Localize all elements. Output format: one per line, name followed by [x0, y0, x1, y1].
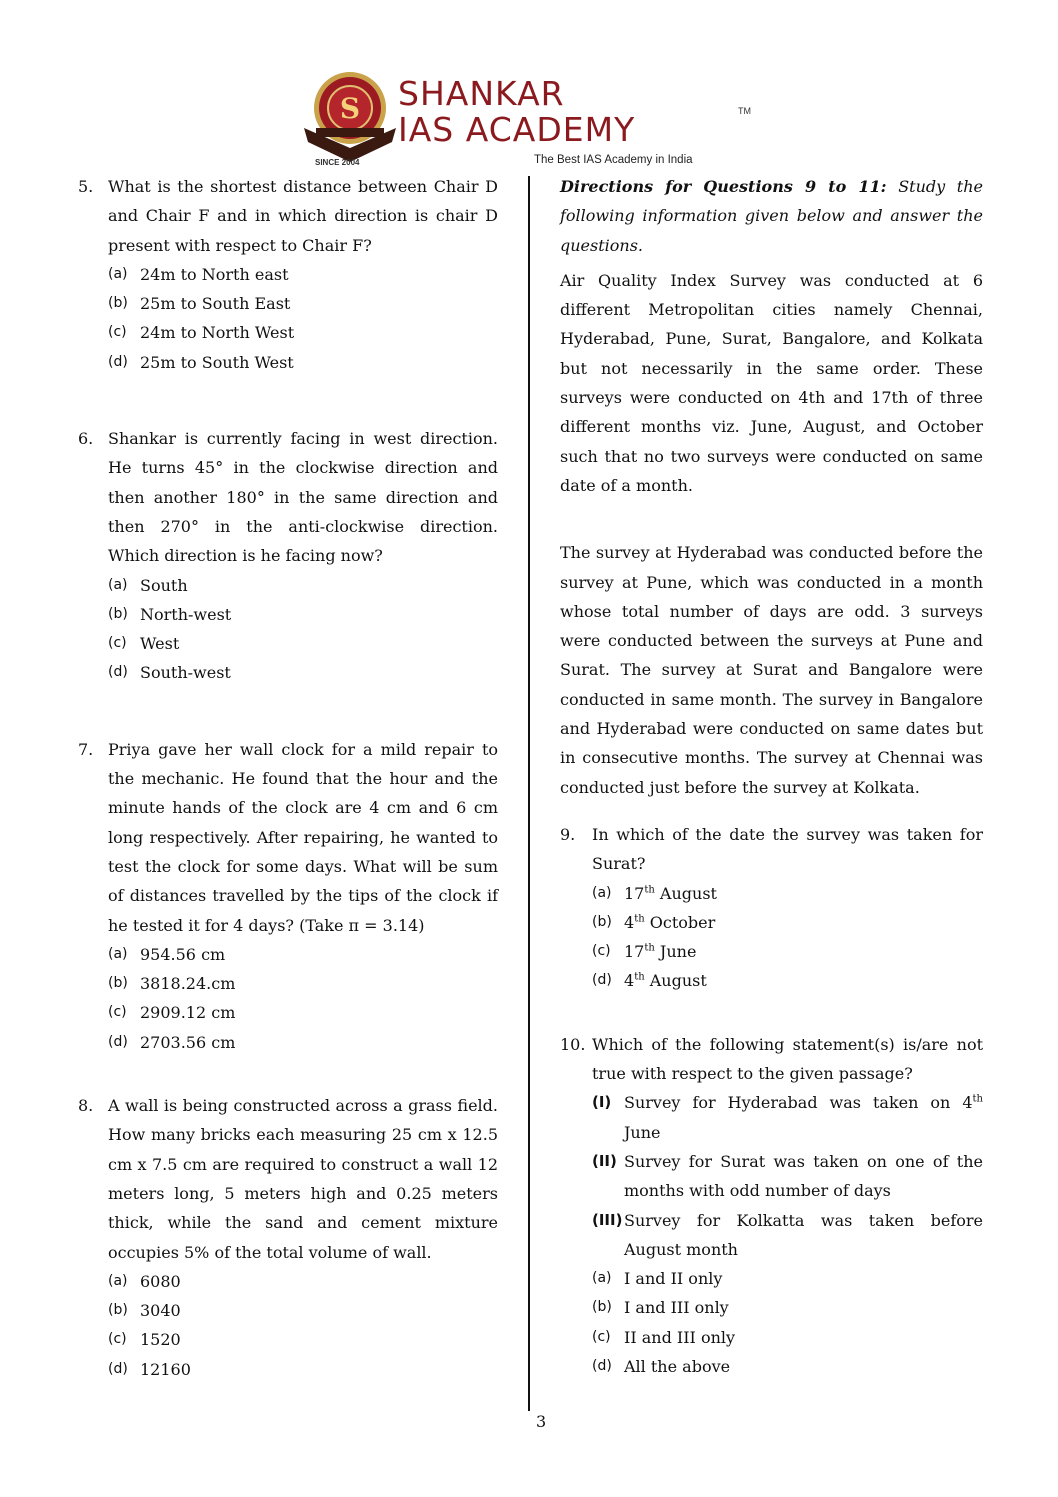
- column-divider: [528, 176, 530, 1411]
- option-c: (c) West: [108, 634, 180, 654]
- option-a: (a) South: [108, 575, 188, 595]
- option-a: (a) 24m to North east: [108, 264, 289, 284]
- option-b: (b) 4th October: [592, 912, 716, 932]
- question-6: [78, 424, 498, 570]
- option-a: (a) I and II only: [592, 1269, 723, 1289]
- option-c: (c) II and III only: [592, 1327, 736, 1347]
- option-a: (a) 954.56 cm: [108, 944, 226, 964]
- option-d: (d) 2703.56 cm: [108, 1032, 236, 1052]
- question-number: 5.: [78, 177, 94, 196]
- question-text: In which of the date the survey was taken for Surat?: [592, 824, 983, 874]
- question-5: [78, 172, 498, 260]
- question-number: 8.: [78, 1096, 94, 1116]
- trademark-mark: TM: [738, 106, 751, 116]
- question-7: [78, 735, 498, 940]
- option-b: (b) 25m to South East: [108, 294, 291, 314]
- option-c: (c) 1520: [108, 1330, 181, 1350]
- directions-text: Directions for Questions 9 to 11: Study the following information given below and answer the questions.: [560, 177, 984, 255]
- left-column: [78, 172, 498, 1384]
- question-number: 10.: [560, 1034, 586, 1054]
- page-header: [300, 66, 770, 170]
- option-b: (b) I and III only: [592, 1298, 729, 1318]
- option-d: (d) South-west: [108, 663, 231, 683]
- brand-name-line2: IAS ACADEMY: [398, 110, 636, 149]
- option-c: (c) 24m to North West: [108, 323, 295, 343]
- passage-paragraph-2: The survey at Hyderabad was conducted before the survey at Pune, which was conducted in a month whose total number of days are odd. 3 surveys were conducted between the surveys at Pune and Surat. The survey at Surat and Bangalore were conducted in same month. The survey in Bangalore and Hyderabad were conducted on same dates but in consecutive months. The survey at Chennai was conducted just before the survey at Kolkata.: [560, 543, 983, 797]
- statement-ii: (II) Survey for Surat was taken on one of the months with odd number of days: [592, 1151, 983, 1201]
- option-d: (d) All the above: [592, 1356, 731, 1376]
- statement-iii: (III) Survey for Kolkatta was taken before August month: [592, 1210, 983, 1259]
- passage-paragraph-1: Air Quality Index Survey was conducted at 6 different Metropolitan cities namely Chennai, Hyderabad, Pune, Surat, Bangalore, and Kolkata but not necessarily in the same order. These surveys were conducted on 4th and 17th of three different months viz. June, August, and October such that no two surveys were conducted on same date of a month.: [560, 270, 983, 495]
- question-number: 6.: [78, 429, 94, 449]
- question-9: [560, 820, 983, 879]
- question-number: 7.: [78, 739, 94, 759]
- option-d: (d) 25m to South West: [108, 352, 294, 372]
- question-text: A wall is being constructed across a grass field. How many bricks each measuring 25 cm x 12.5 cm x 7.5 cm are required to construct a wall 12 meters long, 5 meters high and 0.25 meters thick, while the sand and cement mixture occupies 5% of the total volume of wall.: [108, 1096, 498, 1262]
- option-b: (b) North-west: [108, 604, 232, 624]
- question-8: [78, 1091, 498, 1267]
- option-c: (c) 2909.12 cm: [108, 1003, 236, 1023]
- question-text: Which of the following statement(s) is/are not true with respect to the given passage?: [592, 1034, 983, 1084]
- question-text: Priya gave her wall clock for a mild repair to the mechanic. He found that the hour and the minute hands of the clock are 4 cm and 6 cm long respectively. After repairing, he wanted to test the clock for some days. What will be sum of distances travelled by the tips of the clock if he tested it for 4 days? (Take π = 3.14): [108, 739, 498, 935]
- option-c: (c) 17th June: [592, 942, 697, 962]
- option-d: (d) 4th August: [592, 971, 707, 991]
- academy-seal-icon: [300, 66, 400, 170]
- brand-tagline: The Best IAS Academy in India: [534, 154, 693, 166]
- question-number: 9.: [560, 824, 576, 844]
- option-a: (a) 17th August: [592, 883, 717, 903]
- brand-name-line1: SHANKAR: [398, 74, 565, 113]
- option-b: (b) 3818.24.cm: [108, 974, 236, 994]
- option-a: (a) 6080: [108, 1271, 181, 1291]
- statement-i: (I) Survey for Hyderabad was taken on 4th June: [592, 1093, 983, 1142]
- option-d: (d) 12160: [108, 1359, 191, 1379]
- option-b: (b) 3040: [108, 1301, 181, 1321]
- svg-text:S: S: [339, 92, 361, 125]
- question-text: Shankar is currently facing in west direction. He turns 45° in the clockwise direction and then another 180° in the same direction and then 270° in the anti-clockwise direction. Which direction is he facing now?: [108, 429, 498, 566]
- since-label: SINCE 2004: [315, 158, 360, 167]
- question-10: [560, 1030, 983, 1089]
- page-number: 3: [536, 1412, 547, 1431]
- right-column: [560, 172, 983, 1381]
- question-text: What is the shortest distance between Chair D and Chair F and in which direction is chair D present with respect to Chair F?: [108, 177, 498, 255]
